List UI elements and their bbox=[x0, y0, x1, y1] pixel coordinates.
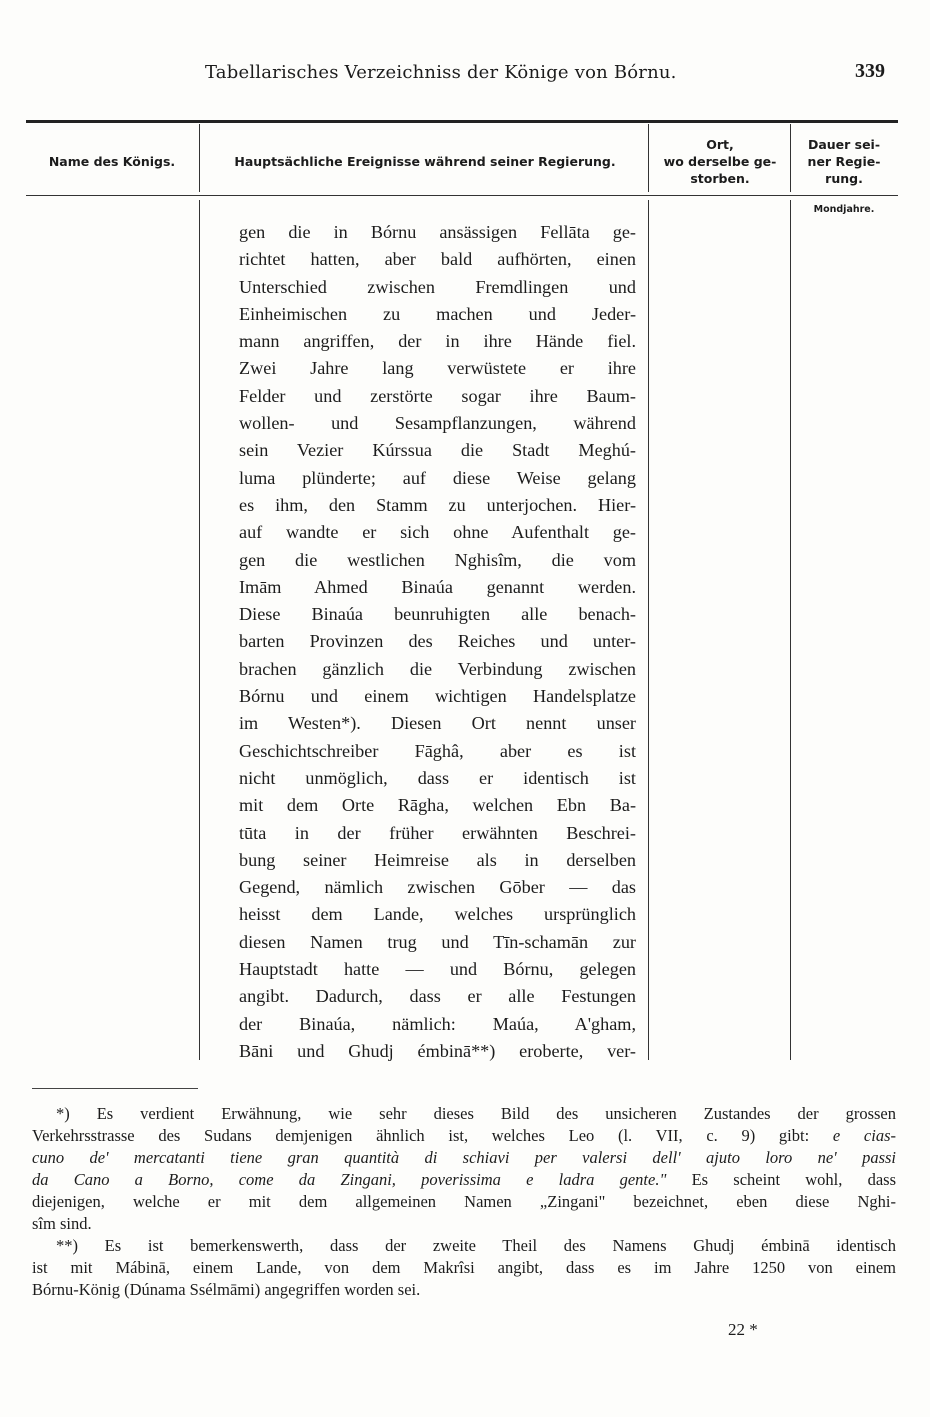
body-line: Zwei Jahre lang verwüstete er ihre bbox=[239, 358, 636, 379]
footnote-line: *) Es verdient Erwähnung, wie sehr dieses Bild des unsicheren Zustandes der grossen bbox=[56, 1104, 896, 1123]
footnote bbox=[32, 1235, 896, 1301]
body-line: Bórnu und einem wichtigen Handelsplatze bbox=[239, 686, 636, 707]
table-top-rule bbox=[26, 120, 898, 123]
footnote-line: **) Es ist bemerkenswerth, dass der zweite Theil des Namens Ghudj émbinā identisch bbox=[56, 1236, 896, 1255]
body-line: brachen gänzlich die Verbindung zwischen bbox=[239, 658, 636, 679]
column-header-name: Name des Königs. bbox=[48, 153, 176, 169]
running-title: Tabellarisches Verzeichniss der Könige von Bórnu. bbox=[205, 62, 677, 83]
footnote-line: cuno de' mercatanti tiene gran quantità di schiavi per valersi dell' ajuto loro ne' passi bbox=[32, 1148, 896, 1167]
body-line: es ihm, den Stamm zu unterjochen. Hier- bbox=[239, 494, 636, 515]
body-line: Felder und zerstörte sogar ihre Baum- bbox=[239, 385, 636, 406]
column-header-place-label bbox=[664, 136, 777, 187]
body-line: barten Provinzen des Reiches und unter- bbox=[239, 631, 636, 652]
events-body-text bbox=[239, 219, 636, 1065]
footnote-line: ist mit Mábinā, einem Lande, von dem Makrîsi angibt, dass es im Jahre 1250 von einem bbox=[32, 1258, 896, 1277]
body-line: der Binaúa, nämlich: Maúa, A'gham, bbox=[239, 1013, 636, 1034]
body-line: mit dem Orte Rāgha, welchen Ebn Ba- bbox=[239, 795, 636, 816]
column-header-events: Hauptsächliche Ereignisse während seiner Regierung. bbox=[234, 153, 616, 169]
footnote-line: diejenigen, welche er mit dem allgemeinen Namen „Zingani" bezeichnet, eben diese Nghi- bbox=[32, 1192, 896, 1211]
column-divider bbox=[790, 200, 791, 1060]
column-header-place bbox=[652, 130, 788, 192]
italic-quote: e cias- bbox=[832, 1126, 896, 1145]
body-line: heisst dem Lande, welches ursprünglich bbox=[239, 904, 636, 925]
column-divider bbox=[199, 124, 200, 192]
table-header-rule bbox=[26, 195, 898, 196]
header-line: Dauer sei- bbox=[807, 136, 881, 152]
header-line: wo derselbe ge- bbox=[663, 153, 777, 169]
body-line: Diese Binaúa beunruhigten alle benach- bbox=[239, 604, 636, 625]
footnote-line: da Cano a Borno, come da Zingani, poverissima e ladra gente." Es scheint wohl, dass bbox=[32, 1170, 897, 1189]
body-line: bung seiner Heimreise als in derselben bbox=[239, 849, 636, 870]
body-line: Geschichtschreiber Fāghâ, aber es ist bbox=[239, 740, 636, 761]
column-divider bbox=[199, 200, 200, 1060]
body-line: wollen- und Sesampflanzungen, während bbox=[239, 413, 636, 434]
footnote bbox=[32, 1103, 896, 1235]
body-line: diesen Namen trug und Tīn-schamān zur bbox=[239, 931, 636, 952]
footnote-line: Verkehrsstrasse des Sudans demjenigen ähnlich ist, welches Leo (l. VII, c. 9) gibt: e cias- bbox=[32, 1126, 896, 1145]
footnotes bbox=[32, 1103, 896, 1301]
body-line: Gegend, nämlich zwischen Gōber — das bbox=[239, 877, 636, 898]
body-line: Imām Ahmed Binaúa genannt werden. bbox=[239, 576, 636, 597]
footnote-rule bbox=[32, 1088, 198, 1089]
body-line: luma plünderte; auf diese Weise gelang bbox=[239, 467, 636, 488]
column-header-duration-label bbox=[808, 136, 881, 187]
running-head bbox=[0, 60, 930, 90]
body-line: sein Vezier Kúrssua die Stadt Meghú- bbox=[239, 440, 636, 461]
footnote-line: sîm sind. bbox=[32, 1214, 92, 1233]
column-divider bbox=[648, 200, 649, 1060]
page-number: 339 bbox=[855, 60, 885, 82]
signature-mark: 22 * bbox=[728, 1320, 758, 1339]
column-divider bbox=[790, 124, 791, 192]
header-line: rung. bbox=[825, 170, 863, 186]
body-line: Hauptstadt hatte — und Bórnu, gelegen bbox=[239, 959, 636, 980]
body-line: angibt. Dadurch, dass er alle Festungen bbox=[239, 986, 636, 1007]
body-line: im Westen*). Diesen Ort nennt unser bbox=[239, 713, 636, 734]
body-line: Einheimischen zu machen und Jeder- bbox=[239, 303, 636, 324]
column-header-duration bbox=[792, 130, 896, 192]
header-line: storben. bbox=[690, 170, 750, 186]
header-line: Ort, bbox=[706, 136, 734, 152]
body-line: mann angriffen, der in ihre Hände fiel. bbox=[239, 331, 636, 352]
footnote-line: Bórnu-König (Dúnama Ssélmāmi) angegriffen worden sei. bbox=[32, 1280, 421, 1299]
body-line: Unterschied zwischen Fremdlingen und bbox=[239, 276, 636, 297]
body-line: Bāni und Ghudj émbinā**) eroberte, ver- bbox=[239, 1040, 636, 1061]
body-line: gen die westlichen Nghisîm, die vom bbox=[239, 549, 636, 570]
body-line: auf wandte er sich ohne Aufenthalt ge- bbox=[239, 522, 636, 543]
body-line: gen die in Bórnu ansässigen Fellāta ge- bbox=[239, 222, 636, 242]
header-line: ner Regie- bbox=[807, 153, 881, 169]
body-line: richtet hatten, aber bald aufhörten, einen bbox=[239, 249, 636, 270]
body-line: tūta in der früher erwähnten Beschrei- bbox=[239, 822, 636, 843]
units-label: Mondjahre. bbox=[813, 204, 875, 215]
column-divider bbox=[648, 124, 649, 192]
body-line: nicht unmöglich, dass er identisch ist bbox=[239, 767, 636, 788]
